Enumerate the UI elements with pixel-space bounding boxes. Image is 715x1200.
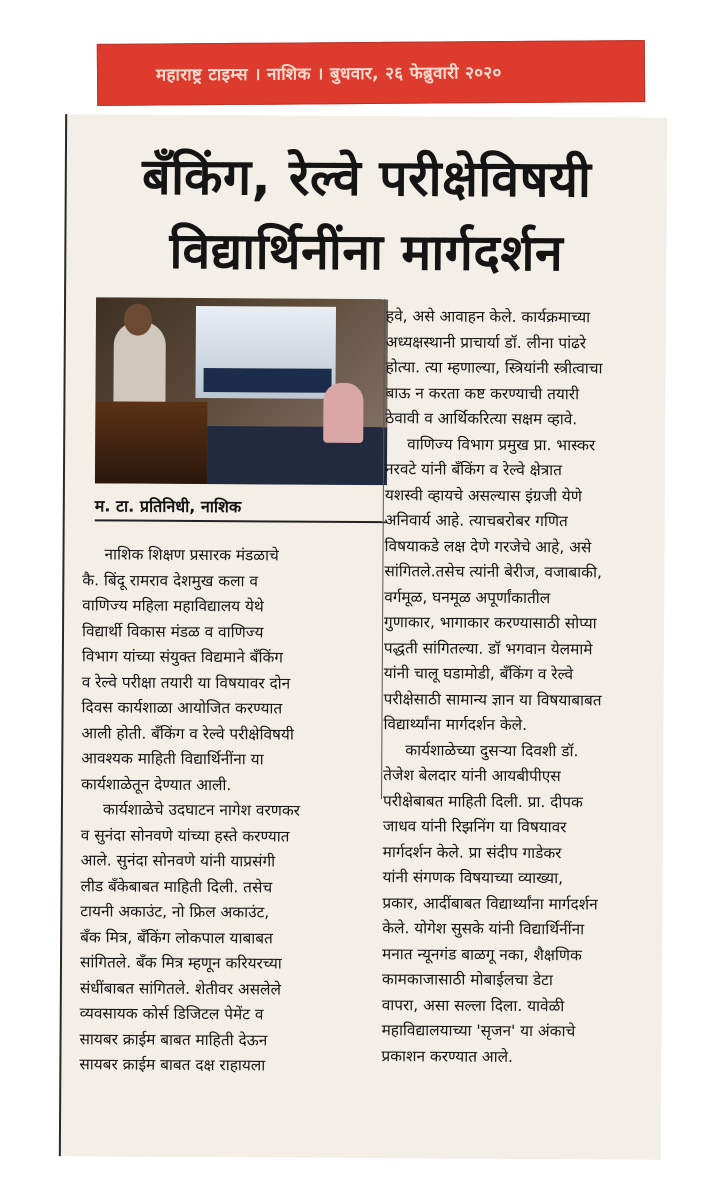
article-column-left xyxy=(79,542,388,1079)
event-photo xyxy=(95,297,388,485)
masthead-banner xyxy=(97,40,645,106)
article-paragraph: वाणिज्य विभाग प्रमुख प्रा. भास्कर नरवटे यांनी बँकिंग व रेल्वे क्षेत्रात यशस्वी व्हायचे असल्यास इंग्रजी येणे अनिवार्य आहे. त्याचबरोबर गणित विषयाकडे लक्ष देणे गरजेचे आहे, असे सांगितले.तसेच त्यांनी बेरीज, वजाबाकी, वर्गमूळ, घनमूळ अपूर्णांकातील गुणाकार, भागाकार करण्यासाठी सोप्या पद्धती सांगितल्या. डॉ भगवान येलमामे यांनी चालू घडामोडी, बँकिंग व रेल्वे परीक्षेसाठी सामान्य ज्ञान या विषयाबाबत विद्यार्थ्यांना मार्गदर्शन केले. xyxy=(383,434,602,735)
news-clipping xyxy=(59,114,667,1160)
article-column-right xyxy=(381,304,648,1071)
byline-rule xyxy=(95,519,387,523)
article-paragraph: कार्यशाळेचे उदघाटन नागेश वरणकर व सुनंदा सोनवणे यांच्या हस्ते करण्यात आले. सुनंदा सोनवणे यांनी याप्रसंगी लीड बँकेबाबत माहिती दिली. तसेच टायनी अकाउंट, नो फ्रिल अकाउंट, बँक मित्र, बँकिंग लोकपाल याबाबत सांगितले. बँक मित्र म्हणून करियरच्या संधींबाबत सांगितले. शेतीवर असलेले व्यवसायक कोर्स डिजिटल पेमेंट व सायबर क्राईम बाबत माहिती देऊन सायबर क्राईम बाबत दक्ष राहायला xyxy=(79,800,301,1075)
podium xyxy=(95,401,207,484)
masthead-text: महाराष्ट्र टाइम्स । नाशिक । बुधवार, २६ फेब्रुवारी २०२० xyxy=(155,63,502,86)
article-paragraph: नाशिक शिक्षण प्रसारक मंडळाचे कै. बिंदू रामराव देशमुख कला व वाणिज्य महिला महाविद्यालय येथे विद्यार्थी विकास मंडळ व वाणिज्य विभाग यांच्या संयुक्त विद्यमाने बँकिंग व रेल्वे परीक्षा तयारी या विषयावर दोन दिवस कार्यशाळा आयोजित करण्यात आली होती. बँकिंग व रेल्वे परीक्षेविषयी आवश्यक माहिती विद्यार्थिनींना या कार्यशाळेतून देण्यात आली. xyxy=(81,545,294,794)
article-paragraph: हवे, असे आवाहन केले. कार्यक्रमाच्या अध्यक्षस्थानी प्राचार्या डॉ. लीना पांढरे होत्या. त्या म्हणाल्या, स्त्रियांनी स्त्रीत्वाचा बाऊ न करता कष्ट करण्याची तयारी ठेवावी व आर्थिकरित्या सक्षम व्हावे. xyxy=(385,307,603,429)
speaker-head xyxy=(124,304,152,336)
article-paragraph: कार्यशाळेच्या दुसऱ्या दिवशी डॉ. तेजेश बेलदार यांनी आयबीपीएस परीक्षेबाबत माहिती दिली. प्रा. दीपक जाधव यांनी रिझनिंग या विषयावर मार्गदर्शन केले. प्रा संदीप गाडेकर यांनी संगणक विषयाच्या व्याख्या, प्रकार, आदींबाबत विद्यार्थ्यांना मार्गदर्शन केले. योगेश सुसके यांनी विद्यार्थिनींना मनात न्यूनगंड बाळगू नका, शैक्षणिक कामकाजासाठी मोबाईलचा डेटा वापरा, असा सल्ला दिला. यावेळी महाविद्यालयाच्या 'सृजन' या अंकाचे प्रकाशन करण्यात आले. xyxy=(381,740,598,1066)
guest-figure xyxy=(323,383,363,443)
headline-line-1: बँकिंग, रेल्वे परीक्षेविषयी xyxy=(141,147,592,209)
event-banner xyxy=(203,368,331,393)
headline-line-2: विद्यार्थिनींना मार्गदर्शन xyxy=(169,221,564,283)
byline: म. टा. प्रतिनिधी, नाशिक xyxy=(94,496,242,517)
